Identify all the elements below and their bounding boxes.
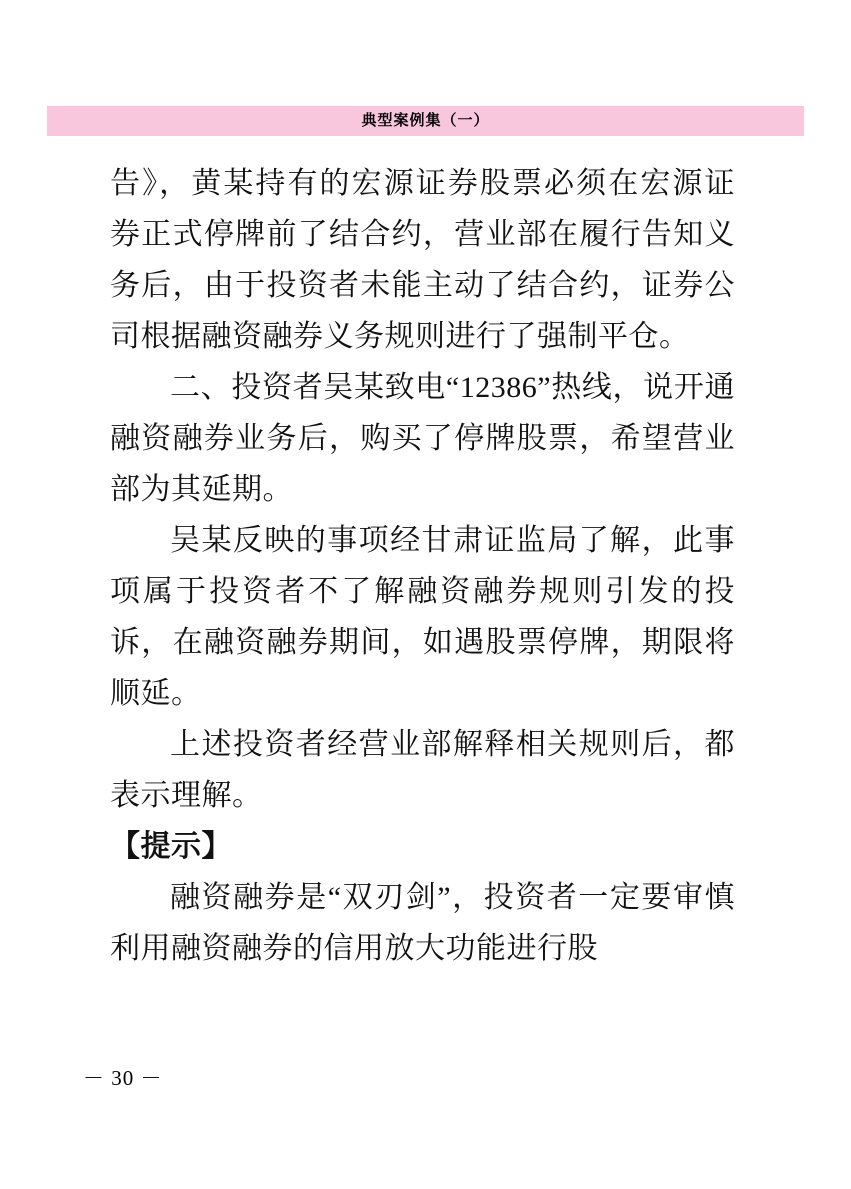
page-number: － 30 － <box>83 1066 163 1090</box>
paragraph: 告》，黄某持有的宏源证券股票必须在宏源证券正式停牌前了结合约，营业部在履行告知义务后，由于投资者未能主动了结合约，证券公司根据融资融券义务规则进行了强制平仓。 <box>110 167 735 353</box>
running-header-title: 典型案例集（一） <box>361 113 490 129</box>
running-header-band <box>47 106 804 136</box>
section-heading-tip: 【提示】 <box>110 830 232 863</box>
paragraph: 融资融券是“双刃剑”，投资者一定要审慎利用融资融券的信用放大功能进行股 <box>110 881 735 965</box>
paragraph: 吴某反映的事项经甘肃证监局了解，此事项属于投资者不了解融资融券规则引发的投诉，在融资融券期间，如遇股票停牌，期限将顺延。 <box>110 524 735 710</box>
paragraph: 上述投资者经营业部解释相关规则后，都表示理解。 <box>110 728 735 812</box>
paragraph: 二、投资者吴某致电“12386”热线，说开通融资融券业务后，购买了停牌股票，希望营业部为其延期。 <box>110 371 735 506</box>
body-text-column <box>110 158 735 974</box>
